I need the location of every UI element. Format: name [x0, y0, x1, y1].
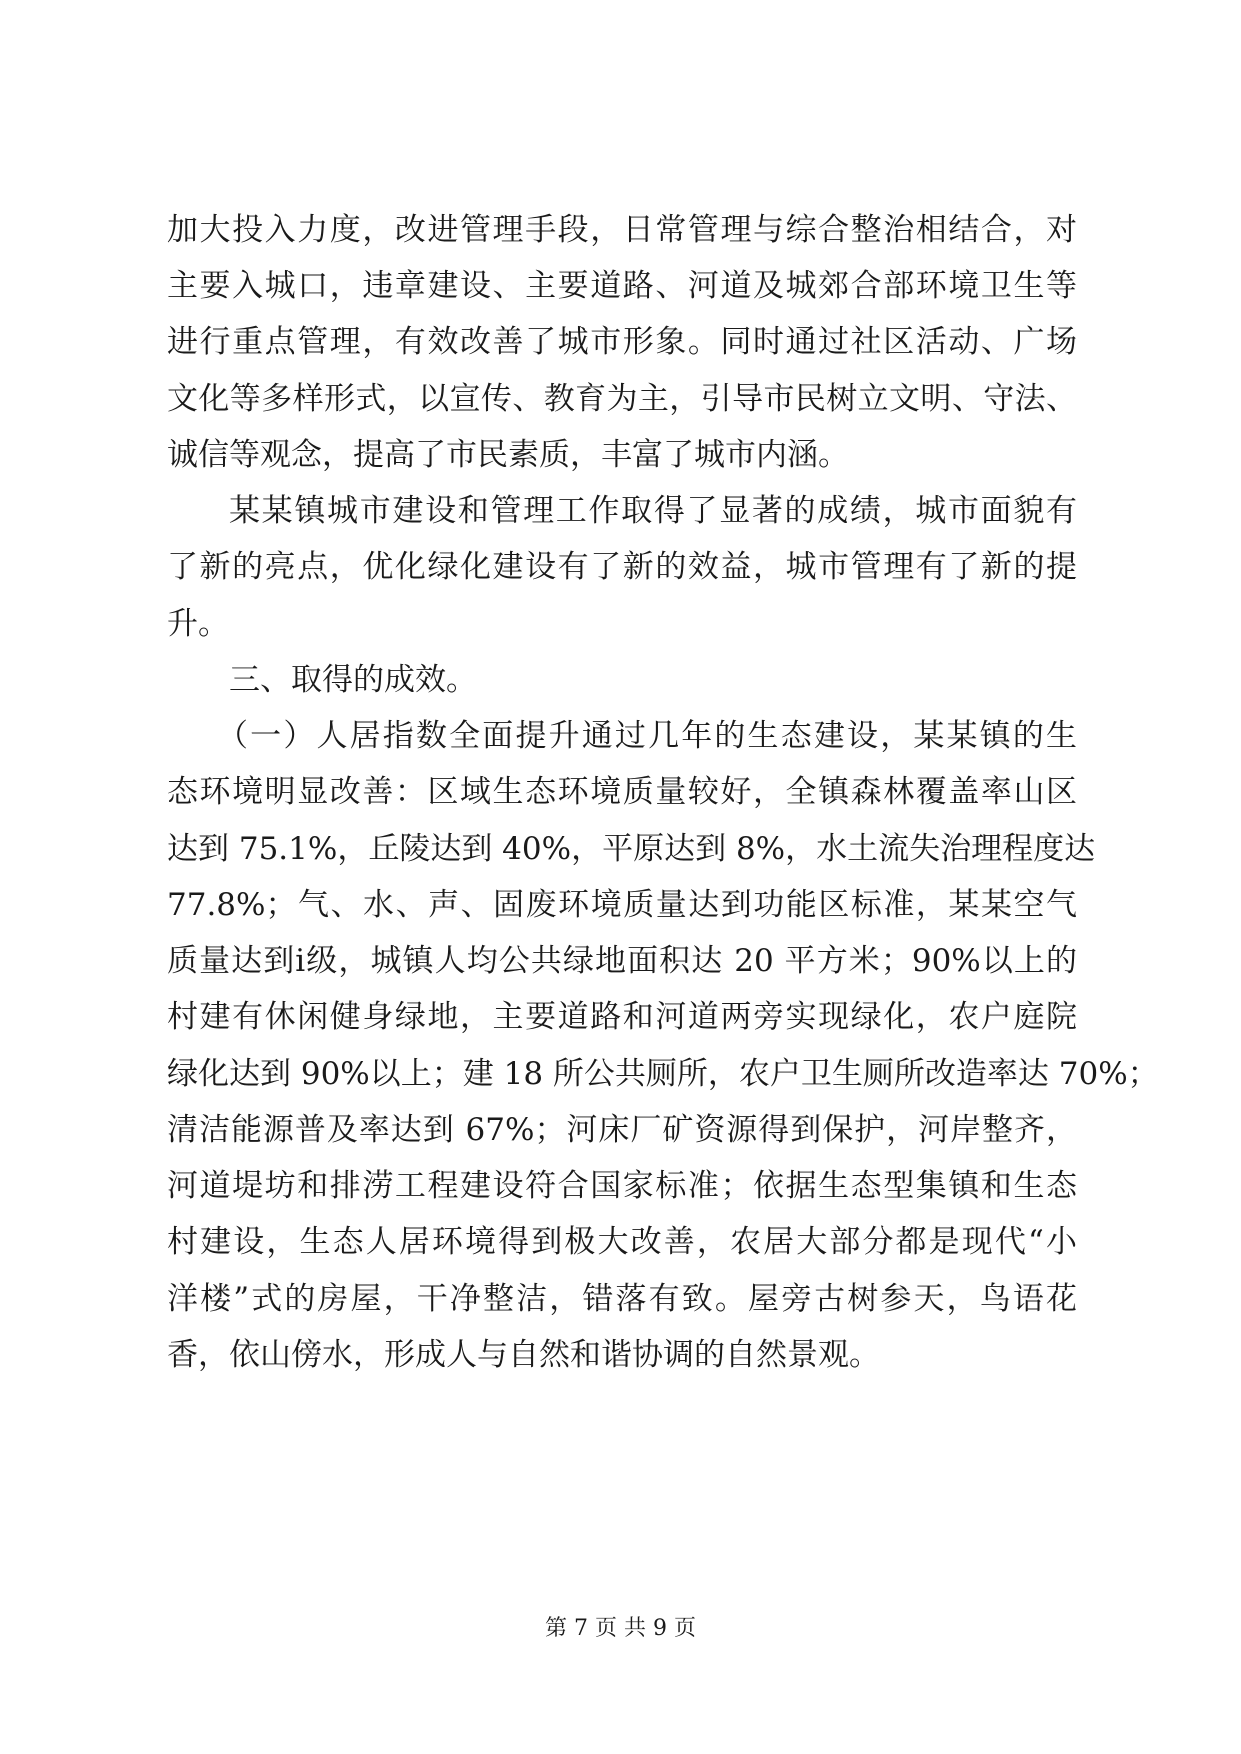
- text-line: 质量达到ⅰ级，城镇人均公共绿地面积达 20 平方米；90%以上的: [167, 943, 1077, 979]
- text-line: 村建有休闲健身绿地，主要道路和河道两旁实现绿化，农户庭院: [167, 999, 1077, 1035]
- paragraph-first-line: 某某镇城市建设和管理工作取得了显著的成绩，城市面貌有: [229, 493, 1077, 529]
- text-line: 诚信等观念，提高了市民素质，丰富了城市内涵。: [167, 437, 849, 473]
- paragraph-first-line: （一）人居指数全面提升通过几年的生态建设，某某镇的生: [217, 718, 1077, 754]
- text-line: 进行重点管理，有效改善了城市形象。同时通过社区活动、广场: [167, 324, 1077, 360]
- text-line: 升。: [167, 606, 229, 642]
- text-line: 文化等多样形式，以宣传、教育为主，引导市民树立文明、守法、: [167, 381, 1077, 417]
- text-line: 河道堤坊和排涝工程建设符合国家标准；依据生态型集镇和生态: [167, 1168, 1077, 1204]
- section-heading: 三、取得的成效。: [229, 662, 477, 698]
- text-line: 村建设，生态人居环境得到极大改善，农居大部分都是现代“小: [167, 1224, 1077, 1260]
- page-number: 第 7 页 共 9 页: [545, 1616, 696, 1641]
- text-line: 绿化达到 90%以上；建 18 所公共厕所，农户卫生厕所改造率达 70%；: [167, 1056, 1159, 1092]
- text-line: 香，依山傍水，形成人与自然和谐协调的自然景观。: [167, 1337, 880, 1373]
- text-line: 了新的亮点，优化绿化建设有了新的效益，城市管理有了新的提: [167, 549, 1077, 585]
- text-line: 达到 75.1%，丘陵达到 40%，平原达到 8%，水土流失治理程度达: [167, 831, 1096, 867]
- text-line: 加大投入力度，改进管理手段，日常管理与综合整治相结合，对: [167, 212, 1077, 248]
- text-line: 主要入城口，违章建设、主要道路、河道及城郊合部环境卫生等: [167, 268, 1077, 304]
- text-line: 洋楼”式的房屋，干净整洁，错落有致。屋旁古树参天，鸟语花: [167, 1281, 1077, 1317]
- text-line: 态环境明显改善：区域生态环境质量较好，全镇森林覆盖率山区: [167, 774, 1077, 810]
- text-line: 77.8%；气、水、声、固废环境质量达到功能区标准，某某空气: [167, 887, 1077, 923]
- text-line: 清洁能源普及率达到 67%；河床厂矿资源得到保护，河岸整齐，: [167, 1112, 1077, 1148]
